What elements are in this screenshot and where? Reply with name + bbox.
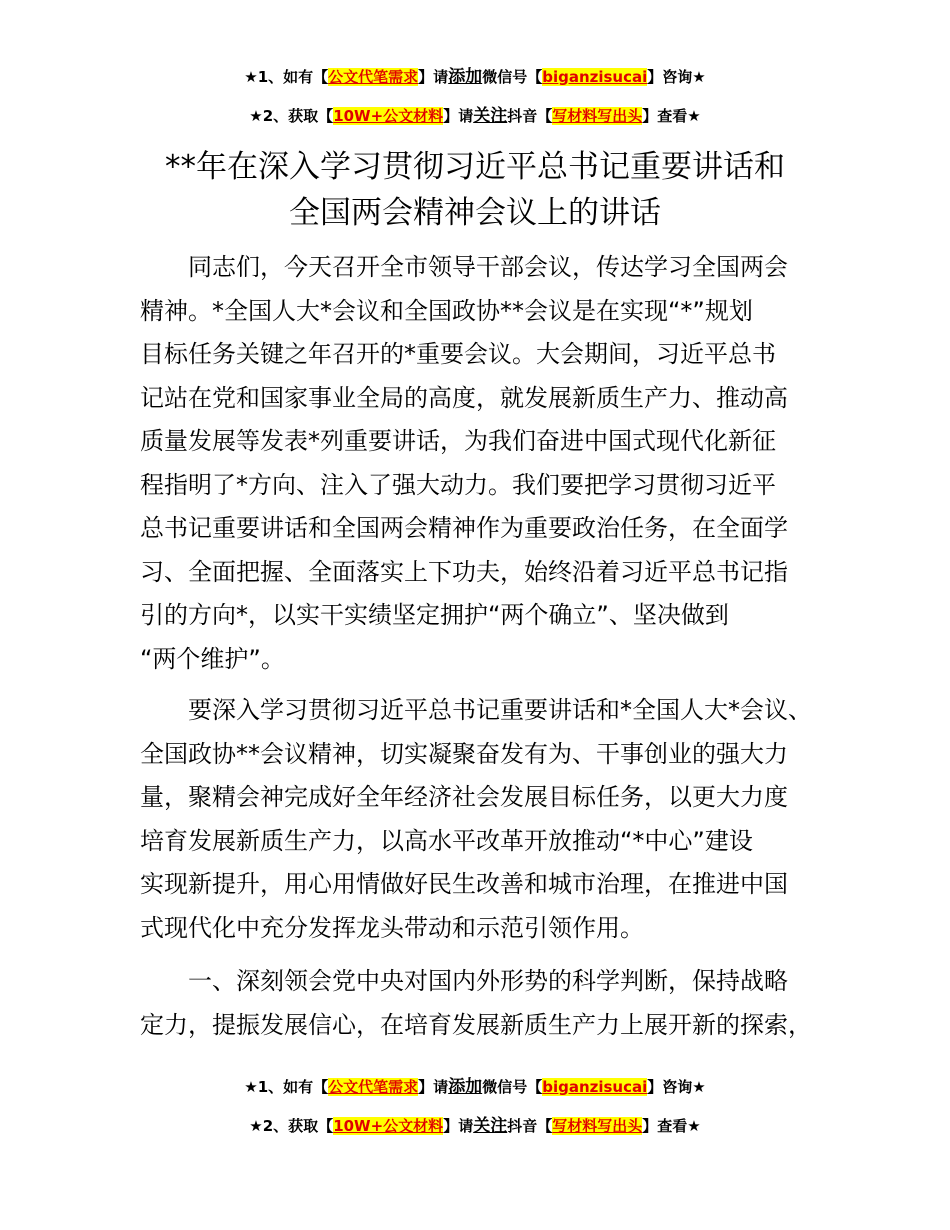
banner-text: 微信号【 <box>482 1078 543 1096</box>
text-line: “两个维护”。 <box>140 644 285 673</box>
highlight-materials: 10W+公文材料 <box>333 1117 444 1135</box>
title-line: 全国两会精神会议上的讲话 <box>289 195 661 231</box>
text-line: 定力，提振发展信心，在培育发展新质生产力上展开新的探索， <box>140 1010 812 1039</box>
paragraph-2 <box>140 689 830 950</box>
text-line: 要深入学习贯彻习近平总书记重要讲话和*全国人大*会议、 <box>188 696 812 724</box>
banner-underlined-text: 添加 <box>448 67 483 87</box>
banner-text: 】请 <box>443 107 474 125</box>
banner-underlined-text: 关注 <box>473 1116 508 1136</box>
banner-line-1 <box>0 67 950 87</box>
banner-text: 】查看★ <box>642 1117 701 1135</box>
top-banner <box>0 67 950 126</box>
text-line: 全国政协**会议精神，切实凝聚奋发有为、干事创业的强大力 <box>140 739 788 768</box>
banner-text: ★1、如有【 <box>244 68 329 86</box>
banner-text: 】请 <box>443 1117 474 1135</box>
highlight-douyin-account: 写材料写出头 <box>552 107 643 125</box>
text-line: 式现代化中充分发挥龙头带动和示范引领作用。 <box>140 913 644 942</box>
title-line: **年在深入学习贯彻习近平总书记重要讲话和 <box>165 149 785 185</box>
banner-line-2 <box>0 106 950 126</box>
banner-text: 抖音【 <box>507 107 553 125</box>
text-line: 实现新提升，用心用情做好民生改善和城市治理，在推进中国 <box>140 870 788 898</box>
highlight-wechat-id: biganzisucai <box>542 68 648 86</box>
document-title <box>0 144 950 236</box>
banner-text: 抖音【 <box>507 1117 553 1135</box>
paragraph-3 <box>140 960 830 1047</box>
text-line: 程指明了*方向、注入了强大动力。我们要把学习贯彻习近平 <box>140 470 776 499</box>
text-line: 引的方向*，以实干实绩坚定拥护“两个确立”、坚决做到 <box>140 601 729 629</box>
text-line: 总书记重要讲话和全国两会精神作为重要政治任务，在全面学 <box>140 514 788 542</box>
banner-line-2 <box>0 1116 950 1136</box>
highlight-ghostwriting: 公文代笔需求 <box>328 1078 419 1096</box>
text-line: 同志们，今天召开全市领导干部会议，传达学习全国两会 <box>188 253 788 281</box>
text-line: 精神。*全国人大*会议和全国政协**会议是在实现“*”规划 <box>140 296 753 325</box>
text-line: 目标任务关键之年召开的*重要会议。大会期间，习近平总书 <box>140 340 776 368</box>
banner-line-1 <box>0 1077 950 1097</box>
banner-underlined-text: 添加 <box>448 1077 483 1097</box>
banner-text: ★1、如有【 <box>244 1078 329 1096</box>
banner-text: 】查看★ <box>642 107 701 125</box>
banner-text: ★2、获取【 <box>249 107 334 125</box>
highlight-materials: 10W+公文材料 <box>333 107 444 125</box>
bottom-banner <box>0 1077 950 1136</box>
text-line: 习、全面把握、全面落实上下功夫，始终沿着习近平总书记指 <box>140 557 788 586</box>
text-line: 培育发展新质生产力，以高水平改革开放推动“*中心”建设 <box>140 826 753 855</box>
banner-text: 】请 <box>418 68 449 86</box>
text-line: 一、深刻领会党中央对国内外形势的科学判断，保持战略 <box>188 967 788 995</box>
text-line: 量，聚精会神完成好全年经济社会发展目标任务，以更大力度 <box>140 783 788 811</box>
highlight-douyin-account: 写材料写出头 <box>552 1117 643 1135</box>
banner-text: ★2、获取【 <box>249 1117 334 1135</box>
text-line: 质量发展等发表*列重要讲话，为我们奋进中国式现代化新征 <box>140 427 776 455</box>
paragraph-1 <box>140 246 830 681</box>
highlight-wechat-id: biganzisucai <box>542 1078 648 1096</box>
banner-text: 】咨询★ <box>647 68 706 86</box>
text-line: 记站在党和国家事业全局的高度，就发展新质生产力、推动高 <box>140 383 788 412</box>
banner-text: 】请 <box>418 1078 449 1096</box>
banner-text: 】咨询★ <box>647 1078 706 1096</box>
banner-underlined-text: 关注 <box>473 106 508 126</box>
highlight-ghostwriting: 公文代笔需求 <box>328 68 419 86</box>
banner-text: 微信号【 <box>482 68 543 86</box>
